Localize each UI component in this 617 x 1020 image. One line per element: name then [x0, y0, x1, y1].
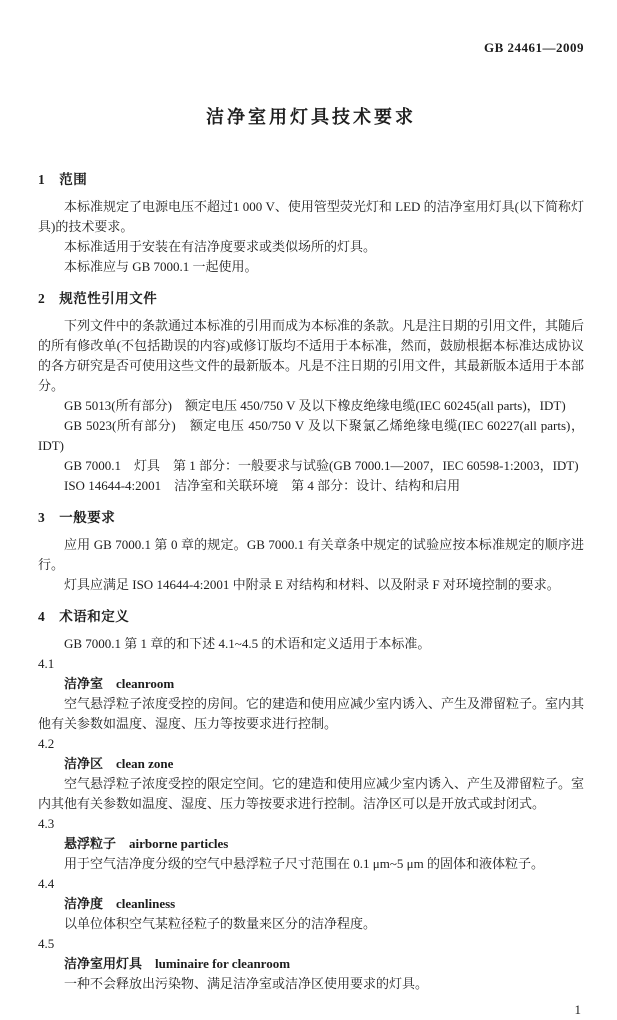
- term-number: 4.5: [38, 936, 55, 951]
- term-name: 洁净区 clean zone: [64, 756, 174, 771]
- page-number: 1: [574, 1002, 581, 1017]
- paragraph: 灯具应满足 ISO 14644-4:2001 中附录 E 对结构和材料、以及附录 F 对环境控制的要求。: [64, 577, 560, 592]
- section-heading: 2 规范性引用文件: [38, 291, 158, 306]
- term-block: [38, 934, 584, 994]
- term-number: 4.3: [38, 816, 55, 831]
- term-definition: 用于空气洁净度分级的空气中悬浮粒子尺寸范围在 0.1 μm~5 μm 的固体和液体粒子。: [64, 856, 544, 871]
- section-scope: [38, 170, 584, 277]
- paragraph: 本标准应与 GB 7000.1 一起使用。: [64, 259, 258, 274]
- document-content: [38, 170, 584, 1020]
- section-terms-definitions: [38, 607, 584, 994]
- section-heading: 1 范围: [38, 172, 88, 187]
- term-number: 4.1: [38, 656, 55, 671]
- reference-item: GB 5023(所有部分) 额定电压 450/750 V 及以下聚氯乙烯绝缘电缆(IEC 60227(all parts)，IDT): [38, 418, 584, 453]
- section-general-requirements: [38, 508, 584, 595]
- term-block: [38, 654, 584, 734]
- term-number: 4.4: [38, 876, 55, 891]
- term-name: 洁净度 cleanliness: [64, 896, 176, 911]
- paragraph: GB 7000.1 第 1 章的和下述 4.1~4.5 的术语和定义适用于本标准。: [64, 636, 431, 651]
- doc-title: 洁净室用灯具技术要求: [206, 107, 416, 127]
- doc-number: GB 24461—2009: [483, 40, 584, 55]
- reference-item: ISO 14644-4:2001 洁净室和关联环境 第 4 部分：设计、结构和启用: [64, 478, 461, 493]
- term-block: [38, 874, 584, 934]
- paragraph: 本标准适用于安装在有洁净度要求或类似场所的灯具。: [64, 239, 377, 254]
- section-heading: 3 一般要求: [38, 510, 116, 525]
- paragraph: 应用 GB 7000.1 第 0 章的规定。GB 7000.1 有关章条中规定的试验应按本标准规定的顺序进行。: [38, 537, 584, 572]
- term-definition: 一种不会释放出污染物、满足洁净室或洁净区使用要求的灯具。: [64, 976, 429, 991]
- section-heading: 4 术语和定义: [38, 609, 130, 624]
- term-name: 悬浮粒子 airborne particles: [64, 836, 229, 851]
- section-normative-references: [38, 289, 584, 496]
- term-definition: 空气悬浮粒子浓度受控的限定空间。它的建造和使用应减少室内诱入、产生及滞留粒子。室内其他有关参数如温度、湿度、压力等按要求进行控制。洁净区可以是开放式或封闭式。: [38, 776, 585, 811]
- paragraph: 本标准规定了电源电压不超过1 000 V、使用管型荧光灯和 LED 的洁净室用灯具(以下简称灯具)的技术要求。: [38, 199, 584, 234]
- term-name: 洁净室 cleanroom: [64, 676, 175, 691]
- term-block: [38, 734, 584, 814]
- term-block: [38, 814, 584, 874]
- term-definition: 空气悬浮粒子浓度受控的房间。它的建造和使用应减少室内诱入、产生及滞留粒子。室内其他有关参数如温度、湿度、压力等按要求进行控制。: [38, 696, 585, 731]
- term-name: 洁净室用灯具 luminaire for cleanroom: [64, 956, 291, 971]
- reference-item: GB 5013(所有部分) 额定电压 450/750 V 及以下橡皮绝缘电缆(IEC 60245(all parts)，IDT): [64, 398, 566, 413]
- term-number: 4.2: [38, 736, 55, 751]
- reference-item: GB 7000.1 灯具 第 1 部分：一般要求与试验(GB 7000.1—2007，IEC 60598-1:2003，IDT): [64, 458, 579, 473]
- term-definition: 以单位体积空气某粒径粒子的数量来区分的洁净程度。: [64, 916, 377, 931]
- paragraph: 下列文件中的条款通过本标准的引用而成为本标准的条款。凡是注日期的引用文件，其随后的所有修改单(不包括勘误的内容)或修订版均不适用于本标准，然而，鼓励根据本标准达成协议的各方研究是否可使用这些文件的最新版本。凡是不注日期的引用文件，其最新版本适用于本部分。: [38, 318, 585, 393]
